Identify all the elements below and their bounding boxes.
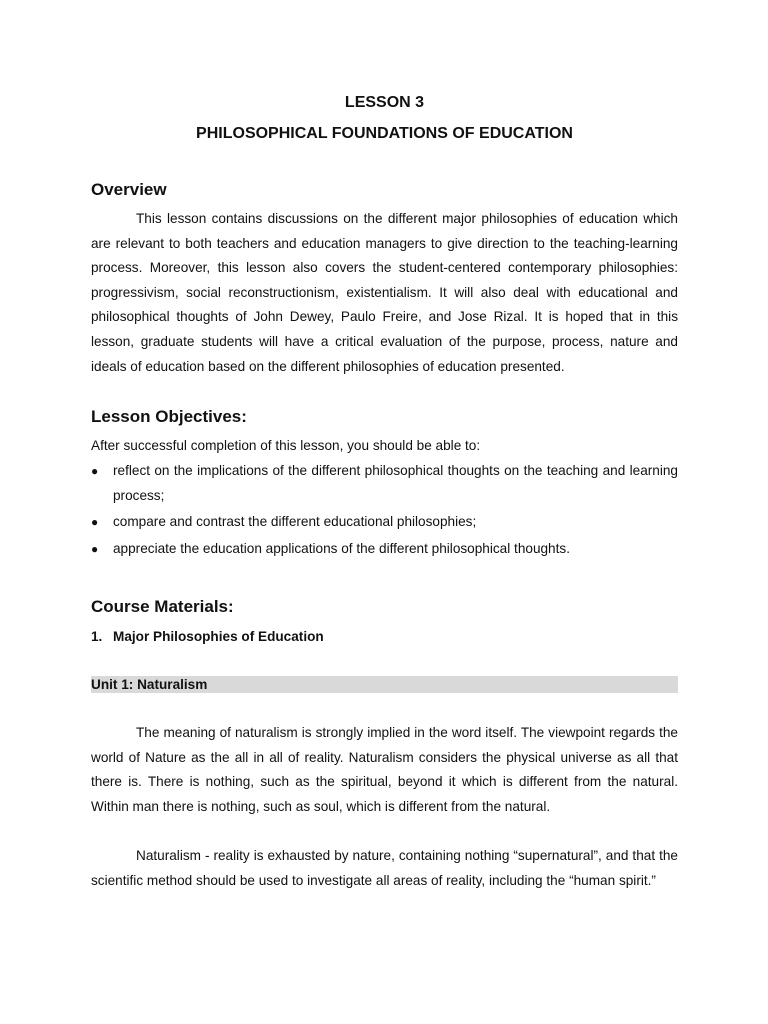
list-item [91, 510, 678, 535]
overview-paragraph: This lesson contains discussions on the different major philosophies of education which are relevant to both teachers and education managers to give direction to the teaching-learning process. Moreover, this lesson also covers the student-centered contemporary philosophies: progressivism, social reconstructionism, existentialism. It will also deal with educational and philosophical thoughts of John Dewey, Paulo Freire, and Jose Rizal. It is hoped that in this lesson, graduate students will have a critical evaluation of the purpose, process, nature and ideals of education based on the different philosophies of education presented. [91, 211, 678, 374]
objective-text: compare and contrast the different educational philosophies; [113, 514, 477, 530]
lesson-title: PHILOSOPHICAL FOUNDATIONS OF EDUCATION [196, 125, 573, 142]
objectives-list [91, 459, 678, 563]
unit-heading: Unit 1: Naturalism [91, 676, 678, 693]
objective-text: appreciate the education applications of the different philosophical thoughts. [113, 540, 570, 556]
list-item [91, 537, 678, 562]
objective-text: reflect on the implications of the different philosophical thoughts on the teaching and learning process; [113, 463, 678, 503]
bullet-icon: ● [91, 541, 99, 556]
objectives-intro: After successful completion of this lesson, you should be able to: [91, 438, 481, 453]
naturalism-paragraph-1: The meaning of naturalism is strongly implied in the word itself. The viewpoint regards the world of Nature as the all in all of reality. Naturalism considers the physical universe as all that there is. There is nothing, such as the spiritual, beyond it which is different from the natural. Within man there is nothing, such as soul, which is different from the natural. [91, 725, 678, 814]
course-materials-heading: Course Materials: [91, 597, 234, 616]
objectives-heading: Lesson Objectives: [91, 407, 247, 426]
section-heading [91, 627, 324, 647]
bullet-icon: ● [91, 515, 99, 530]
section-title: Major Philosophies of Education [113, 629, 324, 644]
lesson-number: LESSON 3 [344, 94, 425, 111]
list-item [91, 459, 678, 508]
section-number: 1. [91, 629, 103, 644]
bullet-icon: ● [91, 464, 99, 478]
naturalism-paragraph-2: Naturalism - reality is exhausted by nature, containing nothing “supernatural”, and that the scientific method should be used to investigate all areas of reality, including the “human spirit.” [91, 848, 678, 888]
overview-heading: Overview [91, 180, 167, 199]
